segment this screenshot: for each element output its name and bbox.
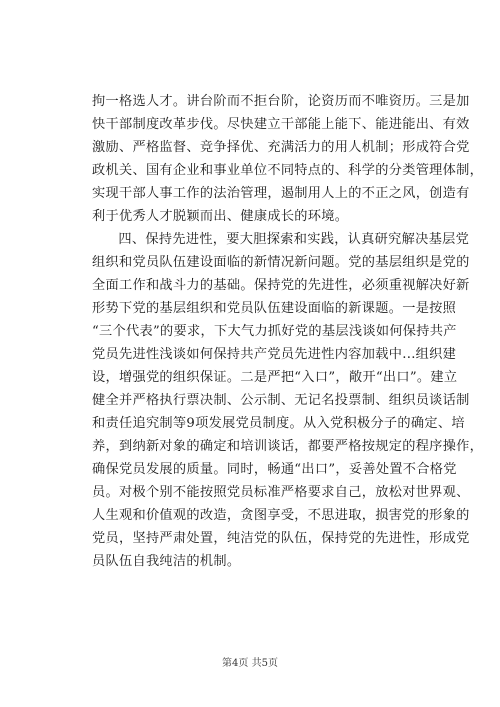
text-line: 党员，坚持严肃处置，纯洁党的队伍，保持党的先进性，形成党 [92,531,470,546]
paragraph-party-advancement [92,228,484,573]
text-line: 党员先进性浅谈如何保持共产党员先进性内容加载中...组织建 [92,347,457,362]
text-line: 员队伍自我纯洁的机制。 [92,554,241,569]
text-line: 养，到纳新对象的确定和培训谈话，都要严格按规定的程序操作， [92,439,484,454]
paragraph-talent-system [92,90,484,228]
text-line: 四、保持先进性，要大胆探索和实践，认真研究解决基层党 [118,232,470,247]
page-number-footer: 第4页 共5页 [222,658,278,669]
text-line: 组织和党员队伍建设面临的新情况新问题。党的基层组织是党的 [92,255,470,270]
text-line: 全面工作和战斗力的基础。保持党的先进性，必须重视解决好新 [92,278,470,293]
text-line: 和责任追究制等9项发展党员制度。从入党积极分子的确定、培 [92,416,465,431]
text-line: 实现干部人事工作的法治管理，遏制用人上的不正之风，创造有 [92,186,470,201]
text-line: “三个代表”的要求，下大气力抓好党的基层浅谈如何保持共产 [92,324,457,339]
text-line: 激励、严格监督、竞争择优、充满活力的用人机制；形成符合党 [92,140,470,155]
text-line: 人生观和价值观的改造，贪图享受，不思进取，损害党的形象的 [92,508,470,523]
text-line: 设，增强党的组织保证。二是严把“入口”，敞开“出口”。建立 [92,370,458,385]
text-line: 确保党员发展的质量。同时，畅通“出口”，妥善处置不合格党 [92,462,457,477]
text-line: 政机关、国有企业和事业单位不同特点的、科学的分类管理体制， [92,163,484,178]
text-line: 拘一格选人才。讲台阶而不拒台阶，论资历而不唯资历。三是加 [92,94,470,109]
text-line: 快干部制度改革步伐。尽快建立干部能上能下、能进能出、有效 [92,117,470,132]
document-body [92,90,484,573]
text-line: 健全并严格执行票决制、公示制、无记名投票制、组织员谈话制 [92,393,470,408]
text-line: 形势下党的基层组织和党员队伍建设面临的新课题。一是按照 [92,301,457,316]
text-line: 员。对极个别不能按照党员标准严格要求自己，放松对世界观、 [92,485,470,500]
text-line: 利于优秀人才脱颖而出、健康成长的环境。 [92,209,349,224]
